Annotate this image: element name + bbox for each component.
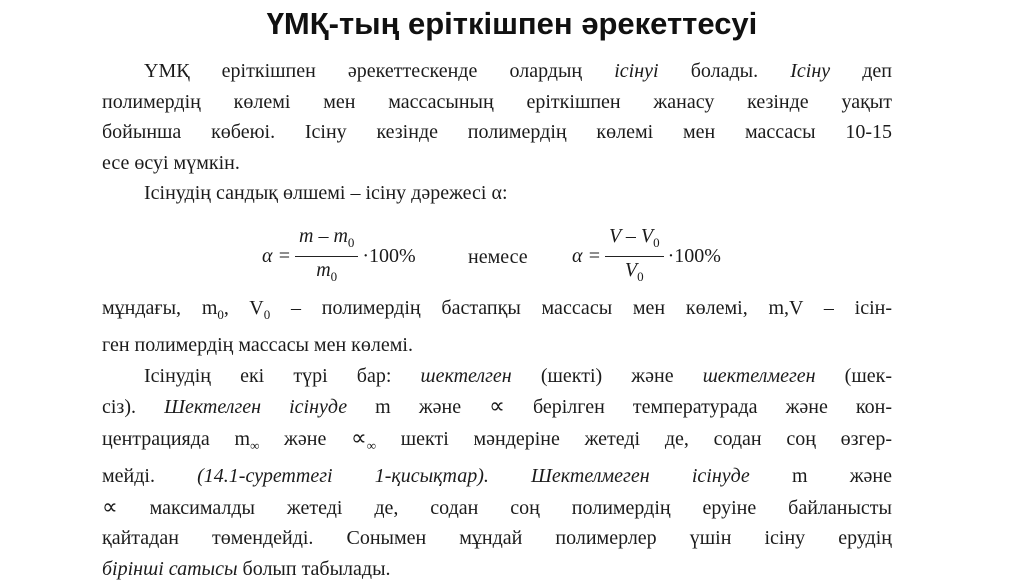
text-line: центрацияда $m_\infty$ және $\propto_\infty$ шекті мәндеріне жетеді де, содан соң өзгер- — [102, 423, 892, 462]
text-line: қайтадан төмендейді. Сонымен мұндай полимерлер үшін ісіну ерудің — [102, 523, 892, 554]
text-line: ∝ максималды жетеді де, содан соң полимердің еруіне байланысты — [102, 492, 892, 524]
text-line: бойынша көбеюі. Ісіну кезінде полимердің көлемі мен массасы 10-15 — [102, 117, 892, 148]
swelling-formula-volume: α = $\frac{V - V_0}{V_0}$ ·100% — [572, 223, 721, 290]
slide-title: ҮМҚ-тың еріткішпен әрекеттесуі — [0, 2, 1024, 46]
scanned-text-block — [102, 56, 892, 584]
swelling-formula-mass: α = $\frac{m - m_0}{m_0}$ ·100% — [262, 223, 416, 290]
text-line: ҮМҚ еріткішпен әрекеттескенде олардың ісінуі болады. Ісіну деп — [102, 56, 892, 87]
formula-row — [102, 209, 892, 293]
text-line: бірінші сатысы болып табылады. — [102, 554, 892, 584]
text-line: мұндағы, $m_0$, $V_0$ – полимердің бастапқы массасы мен көлемі, m,V – ісін- — [102, 293, 892, 331]
formula-separator: немесе — [468, 242, 528, 273]
text-line: сіз). Шектелген ісінуде m және ∝ берілген температурада және кон- — [102, 391, 892, 423]
text-line: Ісінудің екі түрі бар: шектелген (шекті) және шектелмеген (шек- — [102, 361, 892, 392]
text-line: ген полимердің массасы мен көлемі. — [102, 330, 892, 361]
text-line: Ісінудің сандық өлшемі – ісіну дәрежесі α: — [102, 178, 892, 209]
text-line: полимердің көлемі мен массасының еріткішпен жанасу кезінде уақыт — [102, 87, 892, 118]
text-line: есе өсуі мүмкін. — [102, 148, 892, 179]
text-line: мейді. (14.1-суреттегі 1-қисықтар). Шектелмеген ісінуде m және — [102, 461, 892, 492]
